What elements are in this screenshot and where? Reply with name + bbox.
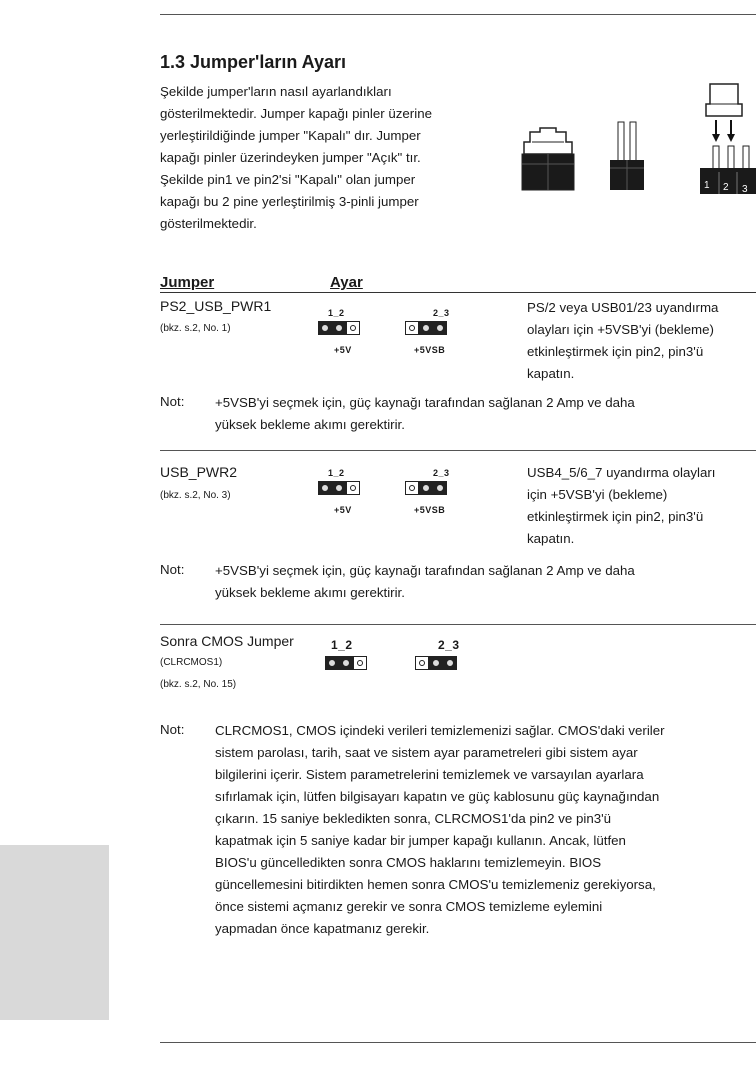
note-line: +5VSB'yi seçmek için, güç kaynağı tarafından sağlanan 2 Amp ve daha [215, 395, 635, 410]
section-title: 1.3 Jumper'ların Ayarı [160, 52, 347, 72]
jumper-closed-2-3 [405, 481, 447, 495]
note-line: sistem parolası, tarih, saat ve sistem ayar parametreleri gibi sistem ayar [215, 745, 638, 760]
desc-line: USB4_5/6_7 uyandırma olayları [527, 465, 716, 480]
row-title: USB_PWR2 [160, 464, 238, 480]
pin-capped [433, 481, 447, 495]
jumper-cap-on-pins [522, 128, 574, 190]
pin-capped [419, 481, 433, 495]
jumper-closed-1-2 [325, 656, 367, 670]
jumper-closed-2-3 [405, 321, 447, 335]
note-line: yüksek bekleme akımı gerektirir. [215, 417, 405, 432]
pin-number-1: 1 [704, 180, 710, 191]
pins-label-2-3: 2_3 [433, 308, 450, 318]
pin-open [353, 656, 367, 670]
desc-line: kapatın. [527, 366, 575, 381]
note-body [215, 392, 635, 436]
pin-capped [332, 481, 346, 495]
row-divider [160, 450, 756, 451]
note-body [215, 720, 665, 940]
pins-label-2-3: 2_3 [438, 638, 460, 652]
intro-line: yerleştirildiğinde jumper "Kapalı" dır. Jumper [160, 128, 421, 143]
setting-caption-5v: +5V [334, 505, 352, 515]
desc-line: etkinleştirmek için pin2, pin3'ü [527, 509, 704, 524]
desc-line: kapatın. [527, 531, 575, 546]
pin-capped [325, 656, 339, 670]
pin-open [415, 656, 429, 670]
pins-label-1-2: 1_2 [328, 308, 345, 318]
side-tab [0, 845, 109, 1020]
row-reference: (bkz. s.2, No. 3) [160, 490, 231, 501]
column-header-setting: Ayar [330, 274, 363, 291]
note-line: bilgilerini içerir. Sistem parametrelerini temizlemek ve varsayılan ayarlara [215, 767, 644, 782]
row-reference: (CLRCMOS1) [160, 657, 223, 668]
pins-label-2-3: 2_3 [433, 468, 450, 478]
pin-capped [433, 321, 447, 335]
pin-capped [429, 656, 443, 670]
intro-line: kapağı bu 2 pine yerleştirilmiş 3-pinli jumper [160, 194, 419, 209]
row-reference: (bkz. s.2, No. 1) [160, 323, 231, 334]
intro-line: kapağı pinler üzerindeyken jumper "Açık" tır. [160, 150, 421, 165]
note-label: Not: [160, 562, 185, 577]
note-line: CLRCMOS1, CMOS içindeki verileri temizlemenizi sağlar. CMOS'daki veriler [215, 723, 665, 738]
note-label: Not: [160, 722, 185, 737]
intro-paragraph [160, 81, 500, 235]
intro-line: gösterilmektedir. [160, 216, 257, 231]
note-line: güncellemesini bitirdikten hemen sonra CMOS'u temizlemeniz gerekiyorsa, [215, 877, 656, 892]
pin-number-2: 2 [723, 182, 729, 193]
row-title: PS2_USB_PWR1 [160, 298, 272, 314]
note-line: kapatmak için 5 saniye kadar bir jumper kapağı kullanın. Ancak, lütfen [215, 833, 626, 848]
jumper-closed-1-2 [318, 481, 360, 495]
note-label: Not: [160, 394, 185, 409]
table-header-rule [160, 292, 756, 293]
row-title: Sonra CMOS Jumper [160, 633, 294, 649]
pin-capped [318, 321, 332, 335]
pin-capped [318, 481, 332, 495]
note-line: yapmadan önce kapatmanız gerekir. [215, 921, 430, 936]
column-header-jumper: Jumper [160, 274, 215, 291]
row-divider [160, 624, 756, 625]
three-pin-with-cap [700, 84, 756, 195]
pin-number-3: 3 [742, 184, 748, 195]
top-rule [160, 14, 756, 15]
open-two-pins [610, 122, 644, 190]
desc-line: için +5VSB'yi (bekleme) [527, 487, 668, 502]
note-line: sıfırlamak için, lütfen bilgisayarı kapatın ve güç kablosunu güç kaynağından [215, 789, 660, 804]
note-line: yüksek bekleme akımı gerektirir. [215, 585, 405, 600]
row-description [527, 462, 756, 550]
jumper-closed-1-2 [318, 321, 360, 335]
setting-caption-5vsb: +5VSB [414, 345, 446, 355]
pin-capped [339, 656, 353, 670]
setting-caption-5vsb: +5VSB [414, 505, 446, 515]
jumper-closed-2-3 [415, 656, 457, 670]
pin-capped [419, 321, 433, 335]
bottom-rule [160, 1042, 756, 1043]
pins-label-1-2: 1_2 [328, 468, 345, 478]
pin-capped [443, 656, 457, 670]
intro-line: gösterilmektedir. Jumper kapağı pinler üzerine [160, 106, 432, 121]
row-description [527, 297, 756, 385]
note-line: önce sistemi açmanız gerekir ve sonra CMOS temizleme eylemini [215, 899, 603, 914]
note-line: BIOS'u güncelledikten sonra CMOS haklarını temizlemeyin. BIOS [215, 855, 602, 870]
setting-caption-5v: +5V [334, 345, 352, 355]
pin-open [346, 481, 360, 495]
pin-open [405, 481, 419, 495]
note-body [215, 560, 635, 604]
note-line: çıkarın. 15 saniye bekledikten sonra, CLRCMOS1'da pin2 ve pin3'ü [215, 811, 612, 826]
row-reference: (bkz. s.2, No. 15) [160, 679, 237, 690]
pin-capped [332, 321, 346, 335]
pins-label-1-2: 1_2 [331, 638, 353, 652]
desc-line: PS/2 veya USB01/23 uyandırma [527, 300, 719, 315]
intro-line: Şekilde jumper'ların nasıl ayarlandıkları [160, 84, 392, 99]
note-line: +5VSB'yi seçmek için, güç kaynağı tarafından sağlanan 2 Amp ve daha [215, 563, 635, 578]
pin-open [405, 321, 419, 335]
desc-line: olayları için +5VSB'yi (bekleme) [527, 322, 714, 337]
pin-open [346, 321, 360, 335]
desc-line: etkinleştirmek için pin2, pin3'ü [527, 344, 704, 359]
jumper-illustration [518, 80, 756, 205]
intro-line: Şekilde pin1 ve pin2'si "Kapalı" olan jumper [160, 172, 416, 187]
